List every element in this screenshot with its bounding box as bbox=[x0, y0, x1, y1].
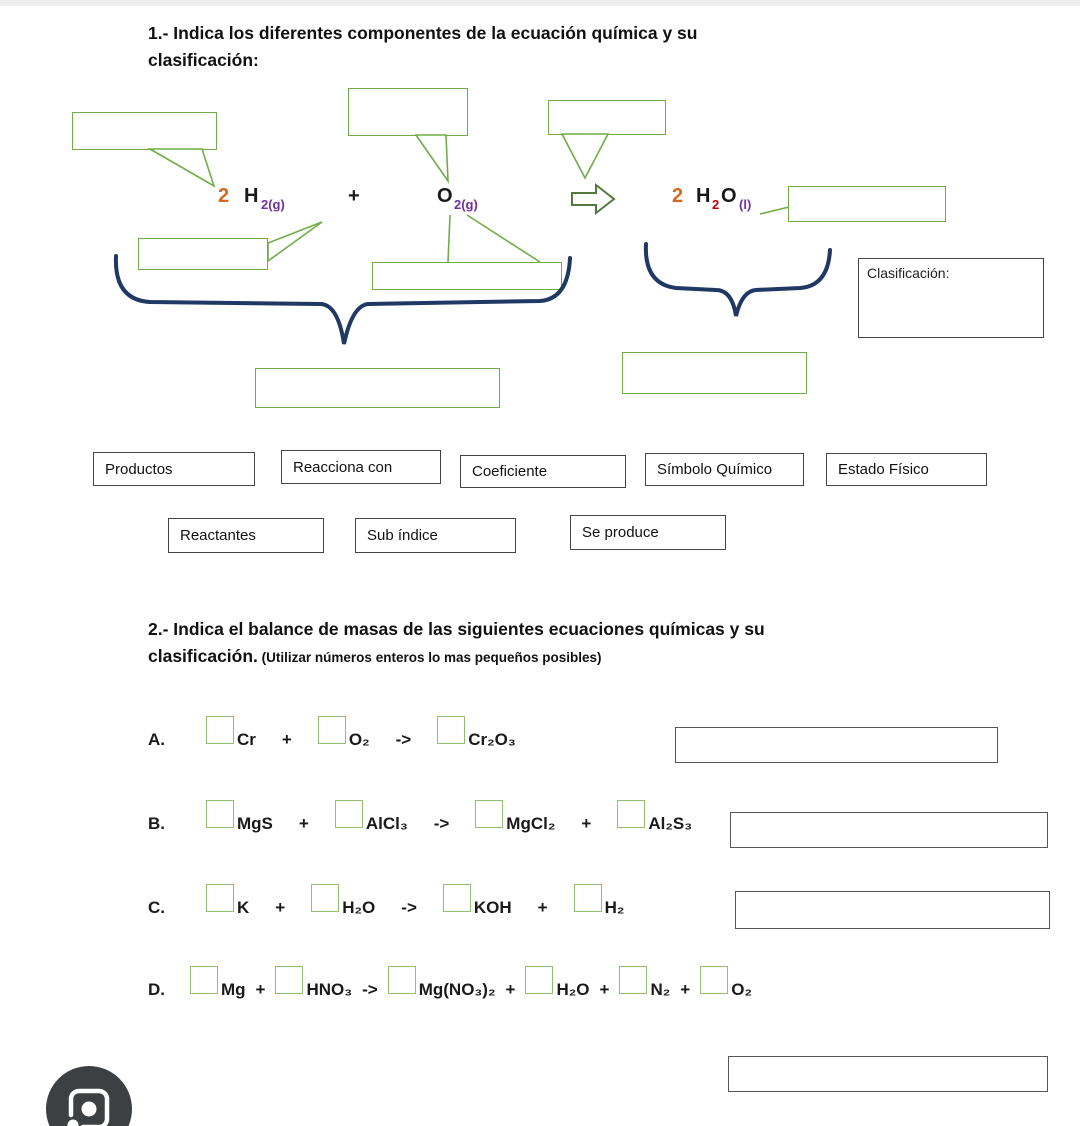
answer-box-a[interactable] bbox=[675, 727, 998, 763]
chemical-formula: K bbox=[237, 898, 250, 917]
coefficient-input-box[interactable] bbox=[206, 884, 234, 912]
coefficient-input-box[interactable] bbox=[574, 884, 602, 912]
equation-term bbox=[525, 966, 589, 1000]
coefficient-input-box[interactable] bbox=[475, 800, 503, 828]
reactant2-subscript: 2(g) bbox=[454, 197, 478, 212]
section1-heading-line2: clasificación: bbox=[148, 50, 259, 70]
coefficient-input-box[interactable] bbox=[700, 966, 728, 994]
answer-box-c[interactable] bbox=[735, 891, 1050, 929]
equation-term bbox=[206, 884, 249, 918]
word-bank-label: Reactantes bbox=[180, 527, 256, 544]
coefficient-input-box[interactable] bbox=[318, 716, 346, 744]
chemical-formula: HNO₃ bbox=[306, 980, 353, 999]
coefficient-input-box[interactable] bbox=[206, 800, 234, 828]
operator: + bbox=[599, 980, 610, 999]
reactant1-element: H bbox=[244, 185, 259, 207]
chemical-formula: H₂O bbox=[342, 898, 376, 917]
coefficient-input-box[interactable] bbox=[311, 884, 339, 912]
chemical-formula: O₂ bbox=[731, 980, 753, 999]
coefficient-product: 2 bbox=[672, 185, 684, 207]
equation-label: C. bbox=[148, 898, 165, 917]
coefficient-input-box[interactable] bbox=[619, 966, 647, 994]
classification-label: Clasificación: bbox=[867, 265, 950, 281]
word-bank-label: Símbolo Químico bbox=[657, 461, 773, 478]
product-state: (l) bbox=[739, 197, 752, 212]
coefficient-input-box[interactable] bbox=[388, 966, 416, 994]
operator: -> bbox=[395, 730, 412, 749]
word-bank-label: Coeficiente bbox=[472, 463, 548, 480]
equation-term bbox=[619, 966, 670, 1000]
equation-label: B. bbox=[148, 814, 165, 833]
chemical-formula: Cr₂O₃ bbox=[468, 730, 516, 749]
coefficient-input-box[interactable] bbox=[443, 884, 471, 912]
section2-heading-line1: 2.- Indica el balance de masas de las siguientes ecuaciones químicas y su bbox=[148, 619, 765, 639]
operator: -> bbox=[433, 814, 450, 833]
chemical-formula: H₂ bbox=[604, 898, 625, 917]
operator: + bbox=[275, 898, 286, 917]
operator: + bbox=[680, 980, 691, 999]
balance-equation-row bbox=[148, 884, 624, 918]
product-subscript: 2 bbox=[712, 197, 720, 212]
chemical-formula: O₂ bbox=[348, 730, 370, 749]
word-bank-label: Estado Físico bbox=[838, 461, 929, 478]
equation-term bbox=[275, 966, 352, 1000]
operator: + bbox=[281, 730, 292, 749]
camera-lens-icon bbox=[46, 1066, 132, 1126]
equation-term bbox=[206, 716, 256, 750]
equation-term bbox=[190, 966, 246, 1000]
balance-equation-row bbox=[148, 716, 516, 750]
product-element2: O bbox=[721, 185, 737, 207]
operator: + bbox=[298, 814, 309, 833]
coefficient-input-box[interactable] bbox=[617, 800, 645, 828]
chemical-formula: MgS bbox=[237, 814, 273, 833]
chemical-formula: Mg(NO₃)₂ bbox=[418, 980, 496, 999]
operator: + bbox=[505, 980, 516, 999]
chemical-formula: MgCl₂ bbox=[506, 814, 556, 833]
equation-term bbox=[318, 716, 370, 750]
chemical-formula: H₂O bbox=[556, 980, 590, 999]
equation-term bbox=[437, 716, 516, 750]
section1-heading-line1: 1.- Indica los diferentes componentes de la ecuación química y su bbox=[148, 23, 698, 43]
equation-term bbox=[617, 800, 692, 834]
operator: -> bbox=[362, 980, 378, 999]
chemical-formula: Al₂S₃ bbox=[648, 814, 693, 833]
word-bank-label: Reacciona con bbox=[293, 458, 393, 476]
equation-term bbox=[335, 800, 408, 834]
coefficient-input-box[interactable] bbox=[335, 800, 363, 828]
equation-term bbox=[206, 800, 273, 834]
word-bank-label: Sub índice bbox=[367, 527, 438, 544]
balance-equation-row bbox=[148, 800, 692, 834]
camera-lens-button[interactable] bbox=[46, 1066, 132, 1126]
balance-equation-row bbox=[148, 966, 752, 1000]
coefficient-input-box[interactable] bbox=[275, 966, 303, 994]
section2-heading-note: (Utilizar números enteros lo mas pequeños posibles) bbox=[257, 650, 602, 665]
equation-label: D. bbox=[148, 980, 165, 999]
equation-term bbox=[311, 884, 375, 918]
answer-box-b[interactable] bbox=[730, 812, 1048, 848]
answer-box-d[interactable] bbox=[728, 1056, 1048, 1092]
coefficient-input-box[interactable] bbox=[437, 716, 465, 744]
coefficient-reactant: 2 bbox=[218, 185, 230, 207]
coefficient-input-box[interactable] bbox=[525, 966, 553, 994]
section2-heading-line2-main: clasificación. bbox=[148, 646, 258, 666]
equation-label: A. bbox=[148, 730, 165, 749]
coefficient-input-box[interactable] bbox=[206, 716, 234, 744]
plus-sign: + bbox=[348, 185, 360, 207]
reactant2-element: O bbox=[437, 185, 453, 207]
word-bank-label: Se produce bbox=[582, 524, 659, 541]
chemical-formula: Cr bbox=[237, 730, 256, 749]
word-bank-label: Productos bbox=[105, 460, 173, 478]
product-element1: H bbox=[696, 185, 711, 207]
equation-term bbox=[443, 884, 512, 918]
operator: + bbox=[255, 980, 266, 999]
equation-term bbox=[574, 884, 625, 918]
equation-term bbox=[700, 966, 752, 1000]
equation-term bbox=[475, 800, 555, 834]
equation-term bbox=[388, 966, 496, 1000]
chemical-formula: KOH bbox=[473, 898, 512, 917]
chemical-formula: AlCl₃ bbox=[365, 814, 408, 833]
operator: + bbox=[537, 898, 548, 917]
chemical-formula: Mg bbox=[221, 980, 246, 999]
operator: -> bbox=[401, 898, 417, 917]
chemical-formula: N₂ bbox=[650, 980, 671, 999]
operator: + bbox=[581, 814, 592, 833]
reactant1-subscript: 2(g) bbox=[261, 197, 285, 212]
balance-equations bbox=[148, 0, 1078, 1126]
coefficient-input-box[interactable] bbox=[190, 966, 218, 994]
